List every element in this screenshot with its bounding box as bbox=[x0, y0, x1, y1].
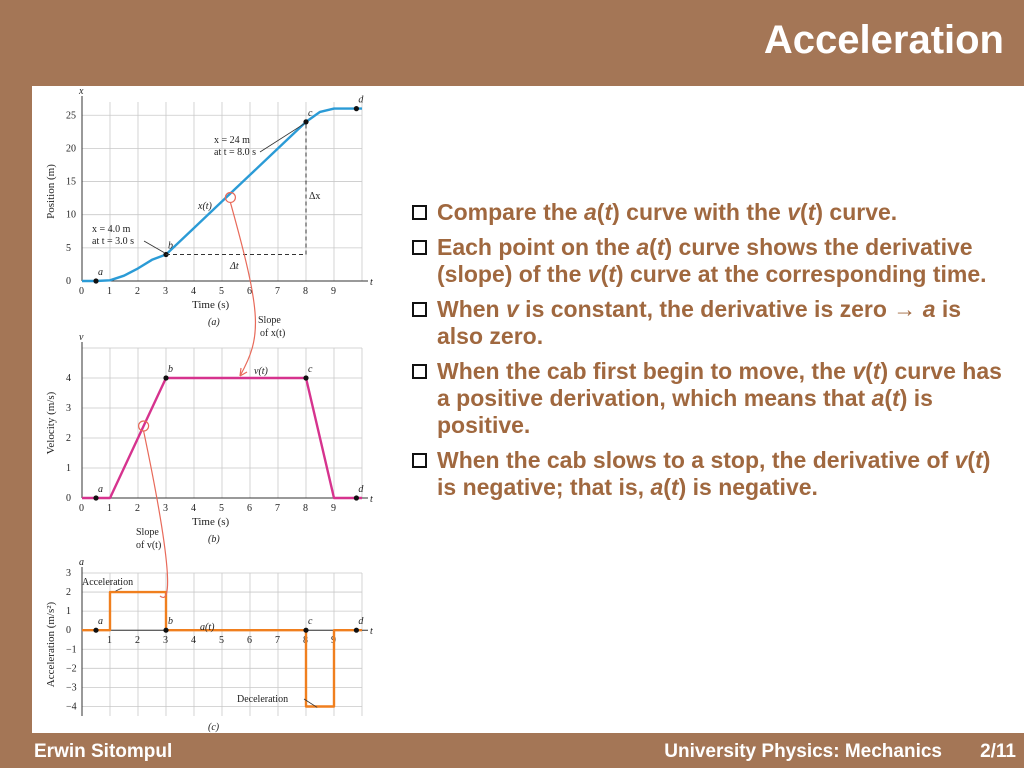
annotation-label: Deceleration bbox=[237, 694, 289, 705]
annotation-label: at t = 8.0 s bbox=[214, 147, 257, 158]
data-point bbox=[303, 375, 308, 380]
point-label: b bbox=[168, 240, 173, 252]
annotation-label: x = 4.0 m bbox=[92, 224, 131, 235]
point-label: c bbox=[308, 616, 313, 628]
x-tick-label: 0 bbox=[79, 503, 84, 514]
x-tick-label: 1 bbox=[107, 635, 112, 647]
data-point bbox=[303, 119, 308, 124]
text-run: ) is negative. bbox=[678, 474, 818, 500]
text-run: ( bbox=[600, 261, 609, 287]
point-label: a bbox=[98, 616, 103, 628]
bullet-square-icon bbox=[412, 302, 427, 317]
italic-symbol: v bbox=[954, 447, 968, 473]
text-run: Compare the bbox=[437, 199, 584, 225]
y-tick-label: −2 bbox=[66, 663, 77, 675]
text-run: ( bbox=[865, 358, 873, 384]
text-run: ) curve at the corresponding time. bbox=[615, 261, 987, 287]
text-run: ( bbox=[596, 199, 605, 225]
italic-symbol: t bbox=[807, 199, 816, 225]
text-run: When bbox=[437, 296, 506, 322]
data-point bbox=[354, 106, 359, 111]
bullet-text bbox=[437, 296, 1010, 350]
panel-c-annotations bbox=[82, 577, 317, 707]
text-run: ( bbox=[800, 199, 808, 225]
data-point bbox=[354, 628, 359, 633]
y-tick-label: 0 bbox=[66, 276, 71, 287]
panel-label: (b) bbox=[208, 534, 220, 545]
x-tick-label: 5 bbox=[219, 286, 224, 297]
leader-line bbox=[116, 588, 122, 591]
bullet-item bbox=[410, 296, 1010, 350]
text-run: When the cab first begin to move, the bbox=[437, 358, 853, 384]
text-run: is constant, the derivative is zero → bbox=[518, 296, 923, 322]
x-tick-label: 8 bbox=[303, 286, 308, 297]
y-axis-letter: a bbox=[79, 557, 84, 568]
annotation-label: v(t) bbox=[254, 366, 268, 377]
annotation-label: Δx bbox=[309, 191, 321, 202]
x-tick-label: 1 bbox=[107, 286, 112, 297]
annotation-label: at t = 3.0 s bbox=[92, 236, 135, 247]
bullet-item bbox=[410, 199, 1010, 226]
x-tick-label: 4 bbox=[191, 286, 196, 297]
x-tick-label: 6 bbox=[247, 286, 252, 297]
x-tick-label: 6 bbox=[247, 503, 252, 514]
connector-arrow bbox=[144, 431, 168, 597]
bullet-text bbox=[437, 199, 1010, 226]
data-point bbox=[93, 278, 98, 283]
bullet-item bbox=[410, 234, 1010, 288]
y-tick-label: 4 bbox=[66, 373, 71, 384]
bullet-square-icon bbox=[412, 364, 427, 379]
x-tick-label: 8 bbox=[303, 503, 308, 514]
point-label: a bbox=[98, 267, 103, 278]
italic-symbol: v bbox=[787, 199, 801, 225]
x-tick-label: 4 bbox=[191, 503, 196, 514]
y-axis-letter: x bbox=[79, 86, 84, 97]
annotation-label: a(t) bbox=[200, 622, 215, 633]
bullet-square-icon bbox=[412, 205, 427, 220]
point-label: c bbox=[308, 364, 313, 375]
motion-graphs-figure bbox=[32, 86, 377, 733]
italic-symbol: t bbox=[670, 474, 679, 500]
point-label: d bbox=[358, 94, 364, 106]
bullet-text bbox=[437, 447, 1010, 501]
x-tick-label: 9 bbox=[331, 503, 336, 514]
x-tick-label: 7 bbox=[275, 503, 280, 514]
text-run: ) is positive. bbox=[437, 385, 933, 438]
point-label: c bbox=[308, 107, 313, 119]
y-tick-label: 2 bbox=[66, 587, 71, 599]
italic-symbol: t bbox=[604, 199, 613, 225]
y-axis-title: Velocity (m/s) bbox=[45, 391, 57, 455]
italic-symbol: a bbox=[871, 385, 885, 411]
annotation-label: of x(t) bbox=[260, 328, 286, 339]
text-run: ) curve shows the derivative (slope) of the bbox=[437, 234, 973, 287]
text-run: ( bbox=[967, 447, 976, 473]
italic-symbol: a bbox=[922, 296, 936, 322]
bullet-square-icon bbox=[412, 240, 427, 255]
x-axis-letter: t bbox=[370, 494, 373, 505]
x-tick-label: 5 bbox=[219, 635, 224, 647]
annotation-label: Slope bbox=[258, 315, 281, 326]
text-run: ) curve has a positive derivation, which means that bbox=[437, 358, 1002, 411]
text-run: ( bbox=[649, 234, 657, 260]
panel-label: (a) bbox=[208, 317, 220, 328]
data-point bbox=[163, 375, 168, 380]
chart-panel-1 bbox=[45, 332, 373, 545]
point-label: d bbox=[358, 616, 364, 628]
y-axis-title: Acceleration (m/s²) bbox=[45, 601, 57, 688]
y-tick-label: 1 bbox=[66, 606, 71, 618]
italic-symbol: v bbox=[506, 296, 519, 322]
italic-symbol: a bbox=[583, 199, 597, 225]
slide-title: Acceleration bbox=[763, 18, 1004, 62]
text-run: ( bbox=[884, 385, 893, 411]
italic-symbol: v bbox=[852, 358, 866, 384]
y-axis-letter: v bbox=[79, 332, 84, 343]
data-point bbox=[303, 628, 308, 633]
text-run: When the cab slows to a stop, the derivative of bbox=[437, 447, 955, 473]
data-point bbox=[354, 495, 359, 500]
y-tick-label: 1 bbox=[66, 463, 71, 474]
x-tick-label: 4 bbox=[191, 635, 196, 647]
x-tick-label: 2 bbox=[135, 635, 140, 647]
connector-arrow bbox=[230, 202, 255, 376]
x-tick-label: 3 bbox=[163, 635, 168, 647]
italic-symbol: t bbox=[608, 261, 616, 287]
bullet-item bbox=[410, 358, 1010, 439]
bullet-text bbox=[437, 358, 1010, 439]
point-label: a bbox=[98, 484, 103, 495]
leader-line bbox=[144, 241, 164, 252]
x-tick-label: 3 bbox=[163, 503, 168, 514]
y-tick-label: 20 bbox=[66, 143, 76, 155]
y-axis-title: Position (m) bbox=[45, 164, 57, 219]
annotation-label: Acceleration bbox=[82, 577, 134, 588]
bullet-text bbox=[437, 234, 1010, 288]
italic-symbol: t bbox=[892, 385, 900, 411]
leader-line bbox=[260, 124, 304, 152]
annotation-label: of v(t) bbox=[136, 540, 162, 551]
data-point bbox=[93, 628, 98, 633]
italic-symbol: v bbox=[587, 261, 601, 287]
x-tick-label: 5 bbox=[219, 503, 224, 514]
footer-author: Erwin Sitompul bbox=[34, 741, 173, 762]
connector-arrows bbox=[144, 202, 256, 597]
annotation-label: Δt bbox=[230, 261, 239, 272]
x-tick-label: 7 bbox=[275, 286, 280, 297]
data-point bbox=[93, 495, 98, 500]
x-tick-label: 2 bbox=[135, 503, 140, 514]
y-tick-label: −1 bbox=[66, 644, 77, 656]
text-run: ) curve with the bbox=[612, 199, 788, 225]
slide-footer bbox=[0, 733, 1024, 768]
panel-label: (c) bbox=[208, 722, 220, 733]
x-tick-label: 0 bbox=[79, 286, 84, 297]
y-tick-label: 0 bbox=[66, 625, 71, 637]
x-axis-title: Time (s) bbox=[192, 516, 230, 528]
point-label: b bbox=[168, 616, 173, 628]
annotation-label: x = 24 m bbox=[214, 135, 250, 146]
x-axis-letter: t bbox=[370, 277, 373, 288]
y-tick-label: 3 bbox=[66, 403, 71, 414]
bullet-item bbox=[410, 447, 1010, 501]
point-label: b bbox=[168, 364, 173, 375]
text-run: is also zero. bbox=[437, 296, 962, 349]
bullet-square-icon bbox=[412, 453, 427, 468]
x-tick-label: 2 bbox=[135, 286, 140, 297]
x-tick-label: 7 bbox=[275, 635, 280, 647]
italic-symbol: a bbox=[650, 474, 664, 500]
y-tick-label: 5 bbox=[66, 242, 71, 254]
text-run: ) is negative; that is, bbox=[437, 447, 991, 500]
y-tick-label: 3 bbox=[66, 568, 71, 579]
x-tick-label: 9 bbox=[331, 286, 336, 297]
point-label: d bbox=[358, 484, 364, 495]
text-run: Each point on the bbox=[437, 234, 637, 260]
y-tick-label: 10 bbox=[66, 209, 76, 221]
x-tick-label: 6 bbox=[247, 635, 252, 647]
slide-content bbox=[32, 86, 1024, 733]
footer-course: University Physics: Mechanics bbox=[664, 741, 942, 762]
italic-symbol: a bbox=[636, 234, 650, 260]
bullet-list bbox=[410, 199, 1010, 509]
x-tick-label: 3 bbox=[163, 286, 168, 297]
data-point bbox=[163, 628, 168, 633]
italic-symbol: t bbox=[872, 358, 881, 384]
italic-symbol: t bbox=[656, 234, 665, 260]
annotation-label: x(t) bbox=[198, 201, 212, 212]
page-number: 2/11 bbox=[980, 741, 1016, 762]
x-tick-label: 9 bbox=[331, 635, 336, 647]
x-axis-letter: t bbox=[370, 626, 373, 638]
x-tick-label: 1 bbox=[107, 503, 112, 514]
text-run: ( bbox=[663, 474, 671, 500]
y-tick-label: 25 bbox=[66, 110, 76, 122]
y-tick-label: −3 bbox=[66, 682, 77, 694]
x-tick-label: 8 bbox=[303, 635, 308, 647]
annotation-label: Slope bbox=[136, 527, 159, 538]
y-tick-label: 0 bbox=[66, 493, 71, 504]
y-tick-label: 15 bbox=[66, 176, 76, 188]
italic-symbol: t bbox=[975, 447, 983, 473]
text-run: ) curve. bbox=[815, 199, 898, 225]
y-tick-label: −4 bbox=[66, 701, 77, 713]
y-tick-label: 2 bbox=[66, 433, 71, 444]
x-axis-title: Time (s) bbox=[192, 299, 230, 311]
